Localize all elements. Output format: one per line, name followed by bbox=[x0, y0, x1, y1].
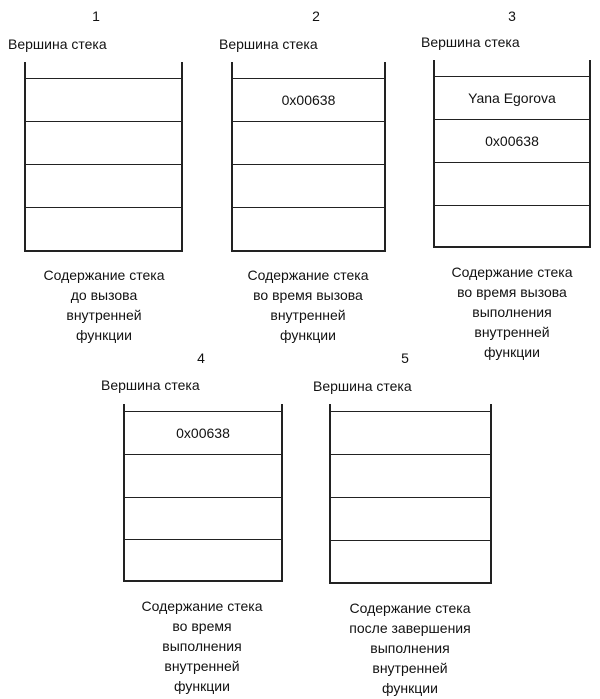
stack-cell bbox=[331, 411, 490, 454]
caption-line: внутренней bbox=[474, 324, 550, 340]
stack-cell bbox=[26, 121, 181, 164]
stack-diagram bbox=[24, 62, 183, 252]
stack-cell: 0x00638 bbox=[435, 119, 589, 162]
stack-top-label: Вершина стека bbox=[313, 378, 412, 394]
caption-line: выполнения bbox=[472, 304, 552, 320]
stack-cell bbox=[233, 207, 384, 250]
stack-cell bbox=[125, 539, 281, 580]
caption-line: Содержание стека bbox=[451, 264, 573, 280]
caption-line: во время bbox=[172, 618, 232, 634]
stack-caption bbox=[112, 596, 292, 696]
stack-diagram bbox=[433, 60, 591, 248]
stack-cell: Yana Egorova bbox=[435, 76, 589, 119]
caption-line: внутренней bbox=[372, 660, 448, 676]
stack-top-label: Вершина стека bbox=[219, 36, 318, 52]
caption-line: Содержание стека bbox=[43, 267, 165, 283]
caption-line: функции bbox=[382, 680, 438, 696]
stack-cell bbox=[331, 497, 490, 540]
stack-cell bbox=[331, 540, 490, 582]
caption-line: функции bbox=[280, 327, 336, 343]
caption-line: внутренней bbox=[164, 658, 240, 674]
stack-cell bbox=[435, 205, 589, 246]
caption-line: Содержание стека bbox=[349, 600, 471, 616]
panel-number: 4 bbox=[197, 350, 205, 366]
caption-line: Содержание стека bbox=[141, 598, 263, 614]
caption-line: выполнения bbox=[370, 640, 450, 656]
stack-cell bbox=[26, 78, 181, 121]
caption-line: Содержание стека bbox=[247, 267, 369, 283]
panel-number: 5 bbox=[401, 350, 409, 366]
stack-diagram bbox=[231, 62, 386, 252]
caption-line: во время вызова bbox=[457, 284, 567, 300]
stack-cell bbox=[125, 497, 281, 539]
caption-line: внутренней bbox=[66, 307, 142, 323]
stack-cell: 0x00638 bbox=[233, 78, 384, 121]
caption-line: выполнения bbox=[162, 638, 242, 654]
stack-cell bbox=[125, 454, 281, 497]
caption-line: внутренней bbox=[270, 307, 346, 323]
stack-top-label: Вершина стека bbox=[421, 34, 520, 50]
stack-cell bbox=[435, 162, 589, 205]
stack-caption bbox=[14, 265, 194, 345]
panel-number: 1 bbox=[92, 8, 100, 24]
stack-cell: 0x00638 bbox=[125, 411, 281, 454]
stack-diagram bbox=[123, 404, 283, 582]
stack-cell bbox=[331, 454, 490, 497]
stack-cell bbox=[26, 164, 181, 207]
caption-line: во время вызова bbox=[253, 287, 363, 303]
stack-cell bbox=[26, 207, 181, 250]
stack-cell bbox=[233, 121, 384, 164]
stack-caption bbox=[320, 598, 500, 698]
caption-line: после завершения bbox=[349, 620, 471, 636]
stack-cell bbox=[233, 164, 384, 207]
stack-diagram bbox=[329, 404, 492, 584]
stack-caption bbox=[422, 262, 600, 362]
caption-line: функции bbox=[174, 678, 230, 694]
stack-caption bbox=[218, 265, 398, 345]
stack-top-label: Вершина стека bbox=[8, 36, 107, 52]
caption-line: до вызова bbox=[70, 287, 138, 303]
panel-number: 2 bbox=[312, 8, 320, 24]
panel-number: 3 bbox=[508, 8, 516, 24]
caption-line: функции bbox=[484, 344, 540, 360]
stack-top-label: Вершина стека bbox=[101, 377, 200, 393]
caption-line: функции bbox=[76, 327, 132, 343]
